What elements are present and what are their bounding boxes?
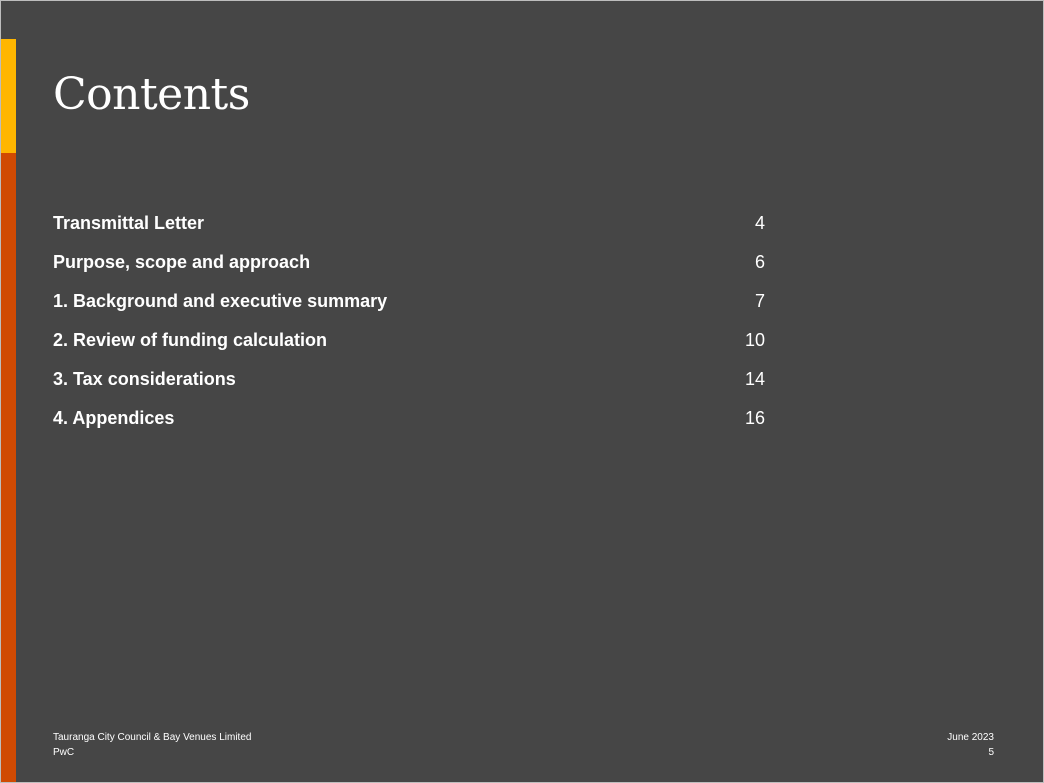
footer-right [947, 730, 994, 760]
toc-entry-tax-considerations[interactable] [53, 365, 765, 404]
toc-entry-funding-calculation[interactable] [53, 326, 765, 365]
toc-entry-page: 16 [744, 408, 765, 428]
toc-entry-transmittal-letter[interactable] [53, 209, 765, 248]
accent-bar-orange [1, 153, 16, 782]
footer-left [53, 730, 251, 760]
page-title: Contents [53, 69, 250, 120]
toc-entry-page: 10 [744, 330, 765, 350]
toc-entry-page: 6 [754, 252, 765, 272]
toc-entry-label: Purpose, scope and approach [53, 252, 311, 272]
toc-entry-label: Transmittal Letter [53, 213, 205, 233]
toc-entry-purpose-scope-approach[interactable] [53, 248, 765, 287]
toc-entry-background-summary[interactable] [53, 287, 765, 326]
footer-page-number: 5 [988, 747, 994, 758]
toc-entry-label: 1. Background and executive summary [53, 291, 388, 311]
toc-entry-page: 14 [744, 369, 765, 389]
toc-entry-page: 7 [754, 291, 765, 311]
toc-entry-appendices[interactable] [53, 404, 765, 443]
footer-date: June 2023 [947, 732, 994, 743]
footer-firm: PwC [53, 747, 75, 758]
accent-bar-yellow [1, 39, 16, 153]
toc-entry-label: 2. Review of funding calculation [53, 330, 328, 350]
toc-entry-label: 3. Tax considerations [53, 369, 236, 389]
footer-client: Tauranga City Council & Bay Venues Limited [53, 732, 252, 743]
toc-entry-label: 4. Appendices [53, 408, 175, 428]
toc-entry-page: 4 [754, 213, 765, 233]
table-of-contents [53, 209, 765, 443]
